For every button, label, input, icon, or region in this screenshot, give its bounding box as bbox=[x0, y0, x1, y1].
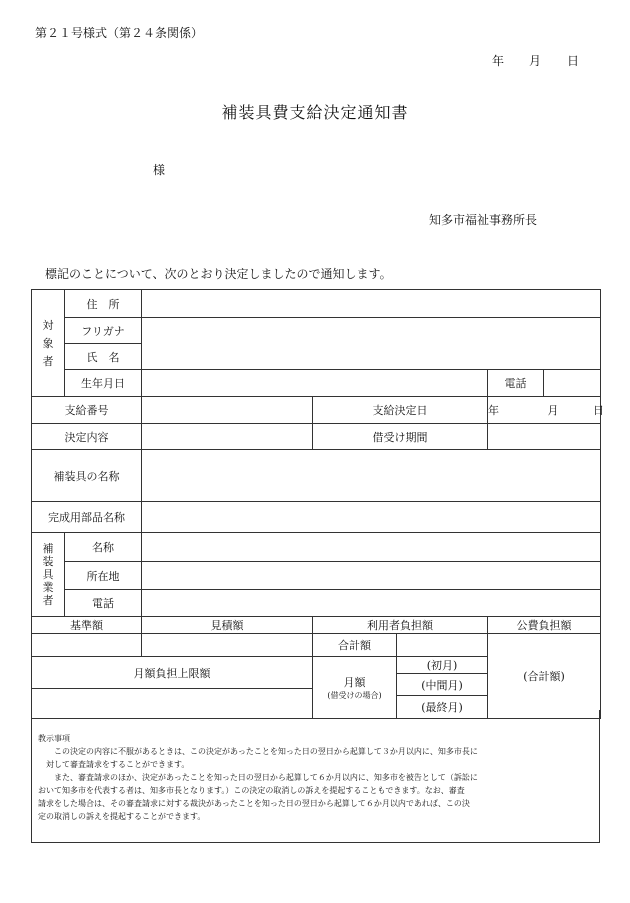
user-burden-label: 利用者負担額 bbox=[313, 617, 488, 634]
decision-date-field[interactable]: 年 月 日 bbox=[488, 397, 601, 424]
notes-paragraph-2: また、審査請求のほか、決定があったことを知った日の翌日から起算して６か月以内に、知多市を被告として（訴訟に bbox=[54, 773, 478, 782]
vendor-location-field[interactable] bbox=[142, 562, 601, 590]
monthly-limit-label: 月額負担上限額 bbox=[32, 657, 313, 689]
vendor-name-label: 名称 bbox=[65, 533, 142, 562]
notes-paragraph-2-line-4: 定の取消しの訴えを提起することができます。 bbox=[38, 812, 206, 821]
monthly-label: 月額 (借受けの場合) bbox=[313, 657, 397, 719]
base-amount-label: 基準額 bbox=[32, 617, 142, 634]
name-field[interactable] bbox=[142, 318, 601, 370]
form-number: 第２１号様式（第２４条関係） bbox=[35, 26, 204, 40]
name-label: 氏 名 bbox=[65, 344, 142, 370]
addressee-suffix: 様 bbox=[153, 163, 166, 177]
decision-content-field[interactable] bbox=[142, 424, 313, 450]
intro-text: 標記のことについて、次のとおり決定しましたので通知します。 bbox=[45, 267, 392, 281]
decision-table bbox=[31, 289, 604, 719]
device-name-field[interactable] bbox=[142, 450, 601, 502]
notes-paragraph-1-cont: 対して審査請求をすることができます。 bbox=[46, 760, 190, 769]
first-month-label: (初月) bbox=[397, 657, 488, 674]
supply-number-label: 支給番号 bbox=[32, 397, 142, 424]
rental-period-field[interactable] bbox=[488, 424, 601, 450]
notes-section bbox=[31, 710, 600, 843]
address-label: 住 所 bbox=[65, 290, 142, 318]
supply-number-field[interactable] bbox=[142, 397, 313, 424]
last-month-label: (最終月) bbox=[397, 696, 488, 719]
document-title: 補装具費支給決定通知書 bbox=[221, 103, 409, 122]
birthdate-label: 生年月日 bbox=[65, 370, 142, 397]
estimate-amount-field[interactable] bbox=[142, 634, 313, 657]
issuer-name: 知多市福祉事務所長 bbox=[429, 213, 538, 227]
vendor-phone-label: 電話 bbox=[65, 590, 142, 617]
vendor-label: 補 装 具 業 者 bbox=[32, 533, 65, 617]
phone-label: 電話 bbox=[488, 370, 544, 397]
header-date-year: 年 bbox=[492, 54, 505, 68]
phone-field[interactable] bbox=[544, 370, 601, 397]
public-burden-label: 公費負担額 bbox=[488, 617, 601, 634]
header-date-month: 月 bbox=[529, 54, 542, 68]
middle-month-label: (中間月) bbox=[397, 674, 488, 696]
notes-paragraph-2-line-2: おいて知多市を代表する者は、知多市長となります。）この決定の取消しの訴えを提起することもできます。なお、審査 bbox=[38, 786, 465, 795]
total-label: 合計額 bbox=[313, 634, 397, 657]
public-burden-total[interactable]: (合計額) bbox=[488, 634, 601, 719]
base-amount-field[interactable] bbox=[32, 634, 142, 657]
decision-content-label: 決定内容 bbox=[32, 424, 142, 450]
decision-date-label: 支給決定日 bbox=[313, 397, 488, 424]
estimate-amount-label: 見積額 bbox=[142, 617, 313, 634]
vendor-phone-field[interactable] bbox=[142, 590, 601, 617]
total-field[interactable] bbox=[397, 634, 488, 657]
vendor-name-field[interactable] bbox=[142, 533, 601, 562]
device-name-label: 補装具の名称 bbox=[32, 450, 142, 502]
subject-label: 対 象 者 bbox=[32, 290, 65, 397]
notes-paragraph-1: この決定の内容に不服があるときは、この決定があったことを知った日の翌日から起算して３か月以内に、知多市長に bbox=[54, 747, 478, 756]
notes-paragraph-2-line-3: 請求をした場合は、その審査請求に対する裁決があったことを知った日の翌日から起算して６か月以内であれば、この決 bbox=[38, 799, 470, 808]
notes-heading: 教示事項 bbox=[38, 734, 70, 743]
birthdate-field[interactable] bbox=[142, 370, 488, 397]
header-date-day: 日 bbox=[567, 54, 580, 68]
address-field[interactable] bbox=[142, 290, 601, 318]
furigana-label: フリガナ bbox=[65, 318, 142, 344]
rental-period-label: 借受け期間 bbox=[313, 424, 488, 450]
parts-name-field[interactable] bbox=[142, 502, 601, 533]
vendor-location-label: 所在地 bbox=[65, 562, 142, 590]
parts-name-label: 完成用部品名称 bbox=[32, 502, 142, 533]
